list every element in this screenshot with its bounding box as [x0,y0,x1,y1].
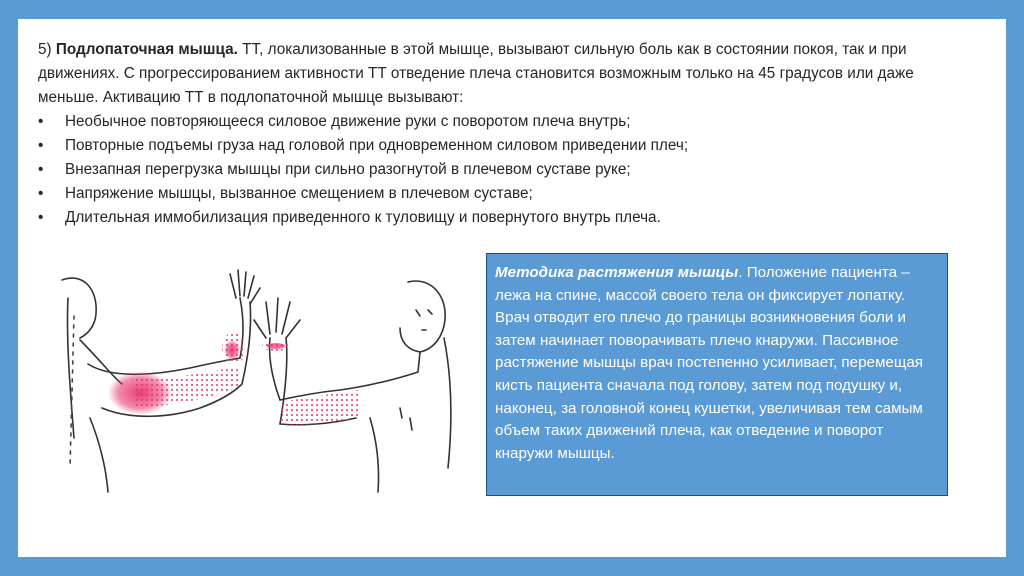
bullet-marker: • [38,209,44,226]
intro-paragraph [38,38,958,110]
list-item-text: Внезапная перегрузка мышцы при сильно разогнутой в плечевом суставе руке; [65,161,631,178]
infobox-text [495,262,937,465]
list-item-text: Напряжение мышцы, вызванное смещением в плечевом суставе; [65,185,533,202]
causes-list [38,110,958,230]
muscle-title: Подлопаточная мышца. [55,41,238,58]
section-number: 5) [38,41,52,58]
list-item-text: Длительная иммобилизация приведенного к туловищу и повернутого внутрь плеча. [65,209,661,226]
main-text-block [38,38,958,230]
list-item [38,206,958,230]
infobox-title: Методика растяжения мышцы [495,264,739,281]
anatomy-illustration [40,268,460,496]
list-item [38,134,958,158]
bullet-marker: • [38,185,44,202]
bullet-marker: • [38,137,44,154]
list-item [38,158,958,182]
list-item [38,110,958,134]
infobox-body: . Положение пациента – лежа на спине, массой своего тела он фиксирует лопатку. Врач отводит его плечо до границы возникновения боли и затем начинает поворачивать плечо кнаружи. Пассивное растяжение мышцы врач постепенно усиливает, перемещая кисть пациента сначала под голову, затем под подушку и, наконец, за головной конец кушетки, увеличивая тем самым объем таких движений плеча, как отведение и поворот кнаружи мышцы. [495,264,924,462]
list-item-text: Повторные подъемы груза над головой при одновременном силовом приведении плеч; [65,137,689,154]
stretching-method-box [486,253,948,496]
bullet-marker: • [38,161,44,178]
front-view-figure [254,281,451,492]
intro-text: ТТ, локализованные в этой мышце, вызывают сильную боль как в состоянии покоя, так и при движениях. С прогрессированием активности ТТ отведение плеча становится возможным только на 45 градусов или даже меньше. Активацию ТТ в подлопаточной мышце вызывают: [38,41,914,106]
list-item [38,182,958,206]
list-item-text: Необычное повторяющееся силовое движение руки с поворотом плеча внутрь; [65,113,631,130]
bullet-marker: • [38,113,44,130]
